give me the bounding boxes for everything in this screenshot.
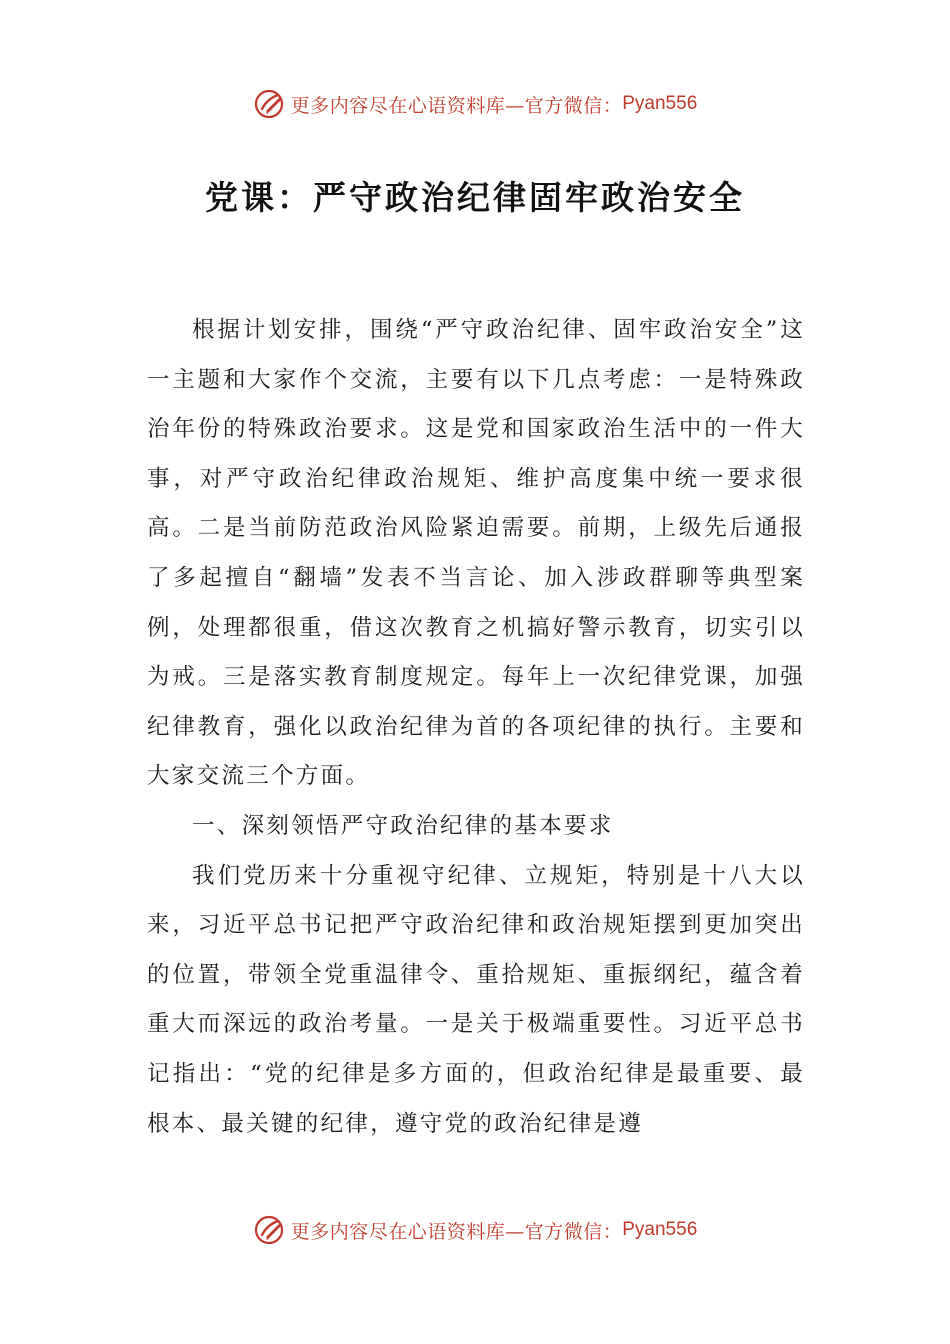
document-title: 党课：严守政治纪律固牢政治安全 bbox=[205, 178, 745, 217]
paragraph-intro: 根据计划安排，围绕“严守政治纪律、固牢政治安全”这一主题和大家作个交流，主要有以下几点考虑：一是特殊政治年份的特殊政治要求。这是党和国家政治生活中的一件大事，对严守政治纪律政治规矩、维护高度集中统一要求很高。二是当前防范政治风险紧迫需要。前期，上级先后通报了多起擅自“翻墙”发表不当言论、加入涉政群聊等典型案例，处理都很重，借这次教育之机搞好警示教育，切实引以为戒。三是落实教育制度规定。每年上一次纪律党课，加强纪律教育，强化以政治纪律为首的各项纪律的执行。主要和大家交流三个方面。 bbox=[147, 317, 805, 790]
banner-text: 更多内容尽在心语资料库—官方微信： bbox=[290, 1220, 623, 1243]
pen-logo-icon bbox=[253, 87, 287, 121]
header-banner bbox=[0, 84, 950, 124]
footer-banner bbox=[0, 1210, 950, 1250]
banner-text: 更多内容尽在心语资料库—官方微信： bbox=[290, 94, 623, 117]
pen-logo-icon bbox=[253, 1213, 287, 1247]
section-heading-1: 一、深刻领悟严守政治纪律的基本要求 bbox=[192, 812, 614, 839]
paragraph-section-1: 我们党历来十分重视守纪律、立规矩，特别是十八大以来，习近平总书记把严守政治纪律和政治规矩摆到更加突出的位置，带领全党重温律令、重拾规矩、重振纲纪，蕴含着重大而深远的政治考量。一是关于极端重要性。习近平总书记指出：“党的纪律是多方面的，但政治纪律是最重要、最根本、最关键的纪律，遵守党的政治纪律是遵 bbox=[147, 862, 805, 1137]
banner-wechat-handle: Pyan556 bbox=[622, 1219, 698, 1240]
document-body bbox=[147, 306, 805, 1149]
banner-wechat-handle: Pyan556 bbox=[622, 93, 698, 114]
